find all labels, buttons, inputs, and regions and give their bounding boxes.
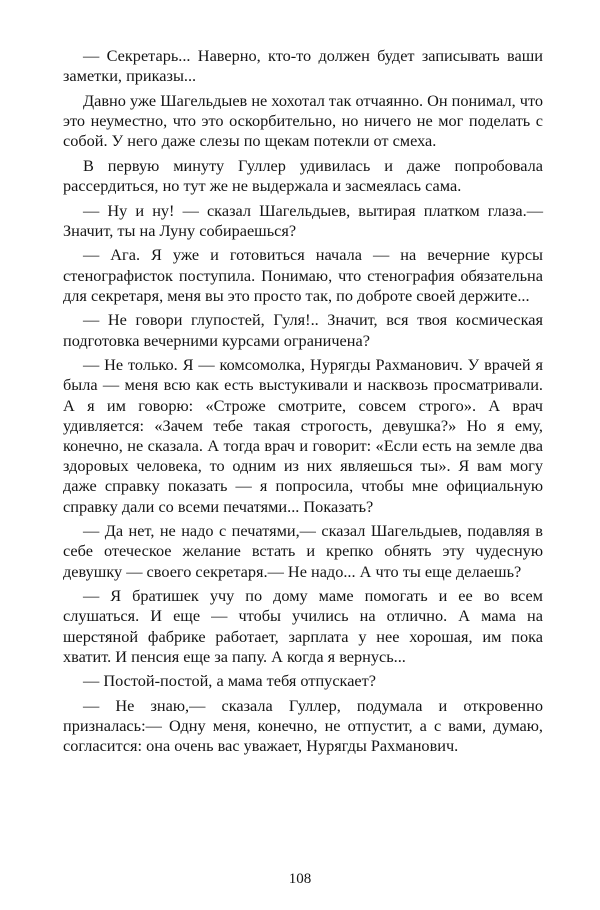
page-text (63, 46, 543, 761)
paragraph-7: — Не только. Я — комсомолка, Нурягды Рахманович. У врачей я была — меня всю как есть выстукивали и насквозь просматривали. А я им говорю: «Строже смотрите, совсем строго». А врач удивляется: «Зачем тебе такая строгость, девушка?» Но я ему, конечно, не сказала. А тогда врач и говорит: «Если есть на земле два здоровых человека, то одним из них являешься ты». Я вам могу даже справку показать — я попросила, чтобы мне официальную справку дали со всеми печатями... Показать? (63, 355, 543, 516)
paragraph-5: — Ага. Я уже и готовиться начала — на вечерние курсы стенографисток поступила. Понимаю, что стенография обязательна для секретаря, меня вы это просто так, по доброте своей держите... (63, 245, 543, 305)
paragraph-9: — Я братишек учу по дому маме помогать и ее во всем слушаться. И еще — чтобы учились на отлично. А мама на шерстяной фабрике работает, зарплата у нее хорошая, им пока хватит. И пенсия еще за папу. А когда я вернусь... (63, 586, 543, 666)
paragraph-3: В первую минуту Гуллер удивилась и даже попробовала рассердиться, но тут же не выдержала и засмеялась сама. (63, 155, 543, 195)
paragraph-2: Давно уже Шагельдыев не хохотал так отчаянно. Он понимал, что это неуместно, что это оскорбительно, но ничего не мог поделать с собой. У него даже слезы по щекам потекли от смеха. (63, 90, 543, 151)
paragraph-4: — Ну и ну! — сказал Шагельдыев, вытирая платком глаза.— Значит, ты на Луну собираешься? (63, 200, 543, 240)
paragraph-10: — Постой-постой, а мама тебя отпускает? (83, 671, 376, 691)
paragraph-8: — Да нет, не надо с печатями,— сказал Шагельдыев, подавляя в себе отеческое желание встать и крепко обнять эту чудесную девушку — своего секретаря.— Не надо... А что ты еще делаешь? (63, 521, 543, 581)
paragraph-1: — Секретарь... Наверно, кто-то должен будет записывать ваши заметки, приказы... (63, 46, 543, 86)
page-number: 108 (288, 871, 312, 887)
paragraph-11: — Не знаю,— сказала Гуллер, подумала и откровенно призналась:— Одну меня, конечно, не отпустит, а с вами, думаю, согласится: она очень вас уважает, Нурягды Рахманович. (63, 696, 543, 756)
paragraph-6: — Не говори глупостей, Гуля!.. Значит, вся твоя космическая подготовка вечерними курсами ограничена? (63, 310, 543, 350)
